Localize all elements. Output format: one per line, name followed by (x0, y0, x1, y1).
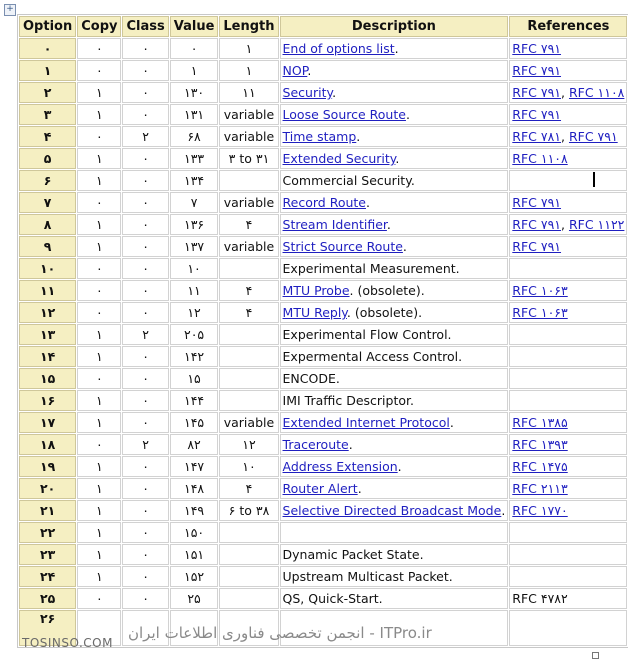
description-text: Commercial Security. (282, 173, 415, 188)
references-cell (509, 522, 627, 543)
description-link[interactable]: Selective Directed Broadcast Mode (282, 503, 502, 518)
references-cell (509, 588, 627, 609)
value-cell: ۸۲ (170, 434, 219, 455)
copy-cell: ۱ (77, 412, 121, 433)
value-cell: ۱۳۰ (170, 82, 219, 103)
class-cell: ۲ (122, 434, 168, 455)
description-link[interactable]: NOP (282, 63, 308, 78)
description-cell (280, 324, 509, 345)
length-cell (219, 588, 278, 609)
option-cell: ۱۷ (19, 412, 76, 433)
description-suffix: . (402, 239, 407, 254)
value-cell: ۰ (170, 38, 219, 59)
references-cell (509, 478, 627, 499)
references-cell (509, 104, 627, 125)
rfc-link[interactable]: RFC ۱۱۰۸ (568, 85, 625, 100)
copy-cell: ۱ (77, 148, 121, 169)
table-row (19, 82, 627, 103)
class-cell: ۰ (122, 346, 168, 367)
description-text: Experimental Measurement. (282, 261, 460, 276)
rfc-text: RFC ۴۷۸۲ (512, 591, 568, 606)
description-cell (280, 148, 509, 169)
value-cell: ۱۳۶ (170, 214, 219, 235)
value-cell: ۱۵۰ (170, 522, 219, 543)
header-row (19, 16, 627, 37)
description-suffix: . (348, 437, 353, 452)
references-cell (509, 214, 627, 235)
value-cell: ۱۴۴ (170, 390, 219, 411)
length-cell: ۴ (219, 302, 278, 323)
description-link[interactable]: Router Alert (282, 481, 358, 496)
table-row (19, 544, 627, 565)
class-cell: ۰ (122, 478, 168, 499)
value-cell: ۱۵۲ (170, 566, 219, 587)
class-cell: ۰ (122, 170, 168, 191)
description-cell (280, 566, 509, 587)
description-suffix: . (332, 85, 337, 100)
reference-separator: , (561, 129, 569, 144)
table-row (19, 192, 627, 213)
description-cell (280, 412, 509, 433)
option-cell: ۹ (19, 236, 76, 257)
description-cell (280, 500, 509, 521)
description-cell (280, 522, 509, 543)
description-cell (280, 544, 509, 565)
table-row (19, 434, 627, 455)
references-cell (509, 346, 627, 367)
table-row (19, 38, 627, 59)
watermark-itpro: ITPro.ir - انجمن تخصصی فناوری اطلاعات ایران (128, 624, 432, 642)
length-cell (219, 390, 278, 411)
length-cell: ۳ to ۳۱ (219, 148, 278, 169)
option-cell: ۱۴ (19, 346, 76, 367)
rfc-link[interactable]: RFC ۷۹۱ (512, 63, 562, 78)
table-row (19, 500, 627, 521)
references-cell (509, 236, 627, 257)
option-cell: ۸ (19, 214, 76, 235)
description-cell (280, 390, 509, 411)
class-cell: ۰ (122, 368, 168, 389)
description-cell (280, 478, 509, 499)
length-cell (219, 544, 278, 565)
option-cell: ۳ (19, 104, 76, 125)
option-cell: ۲۳ (19, 544, 76, 565)
references-cell (509, 60, 627, 81)
class-cell: ۰ (122, 588, 168, 609)
value-cell: ۲۵ (170, 588, 219, 609)
copy-cell: ۰ (77, 38, 121, 59)
option-cell: ۲ (19, 82, 76, 103)
description-cell (280, 280, 509, 301)
rfc-link[interactable]: RFC ۱۱۲۲ (568, 217, 625, 232)
class-cell: ۰ (122, 236, 168, 257)
rfc-link[interactable]: RFC ۷۹۱ (568, 129, 618, 144)
description-suffix: . (395, 151, 400, 166)
references-cell (509, 148, 627, 169)
copy-cell: ۰ (77, 280, 121, 301)
value-cell: ۱۴۹ (170, 500, 219, 521)
description-suffix: . (356, 129, 361, 144)
table-resize-handle[interactable] (592, 652, 599, 659)
length-cell: ۴ (219, 214, 278, 235)
description-cell (280, 38, 509, 59)
length-cell: variable (219, 104, 278, 125)
length-cell (219, 566, 278, 587)
copy-cell: ۱ (77, 346, 121, 367)
references-cell (509, 38, 627, 59)
references-cell (509, 390, 627, 411)
copy-cell: ۰ (77, 60, 121, 81)
copy-cell: ۱ (77, 500, 121, 521)
description-cell (280, 170, 509, 191)
description-text: Upstream Multicast Packet. (282, 569, 453, 584)
class-cell: ۰ (122, 258, 168, 279)
option-cell: ۲۶ (19, 610, 76, 646)
table-row (19, 60, 627, 81)
table-row (19, 126, 627, 147)
copy-cell: ۰ (77, 192, 121, 213)
rfc-link[interactable]: RFC ۷۹۱ (512, 195, 562, 210)
copy-cell: ۱ (77, 390, 121, 411)
length-cell (219, 258, 278, 279)
description-suffix: . (307, 63, 312, 78)
reference-separator: , (561, 217, 569, 232)
copy-cell: ۱ (77, 82, 121, 103)
option-cell: ۲۲ (19, 522, 76, 543)
length-cell: ۱۰ (219, 456, 278, 477)
description-link[interactable]: Time stamp (282, 129, 357, 144)
value-cell: ۱۳۷ (170, 236, 219, 257)
description-suffix: . (405, 107, 410, 122)
description-text: ENCODE. (282, 371, 340, 386)
table-move-handle-icon[interactable]: + (4, 4, 16, 16)
references-cell (509, 82, 627, 103)
class-cell: ۲ (122, 126, 168, 147)
rfc-link[interactable]: RFC ۷۹۱ (512, 217, 562, 232)
table-row (19, 478, 627, 499)
description-cell (280, 346, 509, 367)
references-cell (509, 412, 627, 433)
references-cell (509, 566, 627, 587)
description-cell (280, 456, 509, 477)
class-cell: ۰ (122, 148, 168, 169)
table-row (19, 258, 627, 279)
description-cell (280, 258, 509, 279)
copy-cell: ۱ (77, 456, 121, 477)
table-row (19, 456, 627, 477)
option-cell: ۷ (19, 192, 76, 213)
description-suffix: . (394, 41, 399, 56)
class-cell: ۰ (122, 82, 168, 103)
description-suffix: . (501, 503, 506, 518)
description-link[interactable]: Traceroute (282, 437, 349, 452)
class-cell: ۰ (122, 38, 168, 59)
copy-cell: ۰ (77, 126, 121, 147)
description-text: Experimental Flow Control. (282, 327, 452, 342)
length-cell: ۱ (219, 60, 278, 81)
class-cell: ۰ (122, 390, 168, 411)
references-cell (509, 126, 627, 147)
length-cell: variable (219, 192, 278, 213)
description-text: Expermental Access Control. (282, 349, 463, 364)
table-body (19, 38, 627, 646)
header-class: Class (122, 16, 168, 37)
rfc-link[interactable]: RFC ۱۳۹۳ (512, 437, 568, 452)
option-cell: ۱۰ (19, 258, 76, 279)
table-row (19, 214, 627, 235)
table-row (19, 148, 627, 169)
class-cell: ۰ (122, 522, 168, 543)
header-copy: Copy (77, 16, 121, 37)
class-cell: ۰ (122, 412, 168, 433)
class-cell: ۰ (122, 566, 168, 587)
table-row (19, 104, 627, 125)
value-cell: ۶۸ (170, 126, 219, 147)
value-cell: ۱۲ (170, 302, 219, 323)
option-cell: ۶ (19, 170, 76, 191)
value-cell: ۱۱ (170, 280, 219, 301)
description-cell (280, 126, 509, 147)
value-cell: ۱۳۱ (170, 104, 219, 125)
table-row (19, 280, 627, 301)
table-row (19, 566, 627, 587)
description-cell (280, 588, 509, 609)
description-link[interactable]: MTU Probe (282, 283, 350, 298)
references-cell (509, 368, 627, 389)
class-cell: ۰ (122, 192, 168, 213)
rfc-link[interactable]: RFC ۲۱۱۳ (512, 481, 568, 496)
description-text: IMI Traffic Descriptor. (282, 393, 414, 408)
copy-cell: ۱ (77, 478, 121, 499)
description-link[interactable]: Extended Internet Protocol (282, 415, 450, 430)
length-cell: variable (219, 126, 278, 147)
rfc-link[interactable]: RFC ۷۹۱ (512, 85, 562, 100)
option-cell: ۱۸ (19, 434, 76, 455)
description-link[interactable]: End of options list (282, 41, 395, 56)
description-cell (280, 302, 509, 323)
rfc-link[interactable]: RFC ۷۸۱ (512, 129, 562, 144)
ip-options-table-container (17, 14, 628, 648)
reference-separator: , (561, 85, 569, 100)
watermark-tosinso: TOSINSO.COM (22, 636, 113, 650)
references-cell (509, 302, 627, 323)
rfc-link[interactable]: RFC ۱۰۶۳ (512, 283, 568, 298)
description-link[interactable]: Stream Identifier (282, 217, 387, 232)
class-cell: ۰ (122, 302, 168, 323)
references-cell (509, 258, 627, 279)
option-cell: ۲۱ (19, 500, 76, 521)
ip-options-table (17, 14, 628, 648)
option-cell: ۱۲ (19, 302, 76, 323)
copy-cell: ۰ (77, 434, 121, 455)
table-row (19, 522, 627, 543)
description-link[interactable]: Address Extension (282, 459, 398, 474)
description-suffix: . (397, 459, 402, 474)
option-cell: ۵ (19, 148, 76, 169)
class-cell: ۰ (122, 456, 168, 477)
copy-cell: ۰ (77, 258, 121, 279)
references-cell (509, 610, 627, 646)
value-cell: ۱۵۱ (170, 544, 219, 565)
description-suffix: . (386, 217, 391, 232)
copy-cell: ۱ (77, 170, 121, 191)
references-cell (509, 544, 627, 565)
value-cell: ۷ (170, 192, 219, 213)
copy-cell: ۱ (77, 104, 121, 125)
class-cell: ۰ (122, 104, 168, 125)
rfc-link[interactable]: RFC ۷۹۱ (512, 41, 562, 56)
length-cell (219, 368, 278, 389)
table-row (19, 302, 627, 323)
length-cell: ۴ (219, 280, 278, 301)
description-link[interactable]: Record Route (282, 195, 366, 210)
description-text: Dynamic Packet State. (282, 547, 424, 562)
description-link[interactable]: Loose Source Route (282, 107, 406, 122)
rfc-link[interactable]: RFC ۱۷۷۰ (512, 503, 568, 518)
description-link[interactable]: Extended Security (282, 151, 396, 166)
option-cell: ۴ (19, 126, 76, 147)
table-row (19, 324, 627, 345)
class-cell: ۰ (122, 500, 168, 521)
description-link[interactable]: Security (282, 85, 333, 100)
value-cell: ۱۴۵ (170, 412, 219, 433)
text-cursor (593, 172, 595, 187)
rfc-link[interactable]: RFC ۷۹۱ (512, 239, 562, 254)
class-cell: ۰ (122, 544, 168, 565)
references-cell (509, 280, 627, 301)
value-cell: ۱۴۷ (170, 456, 219, 477)
references-cell (509, 500, 627, 521)
description-suffix: . (obsolete). (349, 283, 425, 298)
description-cell (280, 60, 509, 81)
option-cell: ۱۶ (19, 390, 76, 411)
header-description: Description (280, 16, 509, 37)
option-cell: ۲۰ (19, 478, 76, 499)
length-cell (219, 170, 278, 191)
option-cell: ۲۵ (19, 588, 76, 609)
references-cell (509, 456, 627, 477)
table-row (19, 236, 627, 257)
header-references: References (509, 16, 627, 37)
value-cell: ۲۰۵ (170, 324, 219, 345)
option-cell: ۱۹ (19, 456, 76, 477)
length-cell: ۱۱ (219, 82, 278, 103)
length-cell: ۱۲ (219, 434, 278, 455)
description-cell (280, 104, 509, 125)
value-cell: ۱۴۸ (170, 478, 219, 499)
header-option: Option (19, 16, 76, 37)
description-link[interactable]: MTU Reply (282, 305, 347, 320)
copy-cell: ۱ (77, 522, 121, 543)
description-link[interactable]: Strict Source Route (282, 239, 403, 254)
description-suffix: . (obsolete). (346, 305, 423, 320)
description-suffix: . (449, 415, 454, 430)
class-cell: ۰ (122, 280, 168, 301)
copy-cell: ۱ (77, 214, 121, 235)
header-length: Length (219, 16, 278, 37)
value-cell: ۱۳۳ (170, 148, 219, 169)
table-row (19, 368, 627, 389)
option-cell: ۲۴ (19, 566, 76, 587)
description-suffix: . (357, 481, 362, 496)
length-cell (219, 324, 278, 345)
copy-cell: ۰ (77, 368, 121, 389)
table-row (19, 346, 627, 367)
table-row (19, 412, 627, 433)
length-cell: variable (219, 412, 278, 433)
copy-cell: ۱ (77, 566, 121, 587)
description-cell (280, 236, 509, 257)
references-cell (509, 192, 627, 213)
table-row (19, 170, 627, 191)
rfc-link[interactable]: RFC ۱۴۷۵ (512, 459, 568, 474)
description-cell (280, 214, 509, 235)
class-cell: ۰ (122, 60, 168, 81)
references-cell (509, 434, 627, 455)
class-cell: ۲ (122, 324, 168, 345)
header-value: Value (170, 16, 219, 37)
option-cell: ۱۵ (19, 368, 76, 389)
value-cell: ۱۵ (170, 368, 219, 389)
option-cell: ۰ (19, 38, 76, 59)
copy-cell: ۱ (77, 236, 121, 257)
rfc-link[interactable]: RFC ۱۳۸۵ (512, 415, 568, 430)
references-cell (509, 324, 627, 345)
copy-cell: ۱ (77, 324, 121, 345)
rfc-link[interactable]: RFC ۷۹۱ (512, 107, 562, 122)
value-cell: ۱۳۴ (170, 170, 219, 191)
length-cell: variable (219, 236, 278, 257)
description-suffix: . (365, 195, 370, 210)
length-cell (219, 346, 278, 367)
length-cell: ۴ (219, 478, 278, 499)
option-cell: ۱ (19, 60, 76, 81)
copy-cell: ۰ (77, 588, 121, 609)
table-row (19, 588, 627, 609)
description-cell (280, 368, 509, 389)
description-text: QS, Quick-Start. (282, 591, 383, 606)
description-cell (280, 82, 509, 103)
description-cell (280, 434, 509, 455)
value-cell: ۱ (170, 60, 219, 81)
length-cell: ۱ (219, 38, 278, 59)
value-cell: ۱۰ (170, 258, 219, 279)
rfc-link[interactable]: RFC ۱۰۶۳ (512, 305, 568, 320)
option-cell: ۱۳ (19, 324, 76, 345)
class-cell: ۰ (122, 214, 168, 235)
value-cell: ۱۴۲ (170, 346, 219, 367)
table-row (19, 390, 627, 411)
references-cell (509, 170, 627, 191)
length-cell (219, 522, 278, 543)
copy-cell: ۱ (77, 544, 121, 565)
length-cell: ۶ to ۳۸ (219, 500, 278, 521)
copy-cell: ۰ (77, 302, 121, 323)
option-cell: ۱۱ (19, 280, 76, 301)
rfc-link[interactable]: RFC ۱۱۰۸ (512, 151, 568, 166)
description-cell (280, 192, 509, 213)
